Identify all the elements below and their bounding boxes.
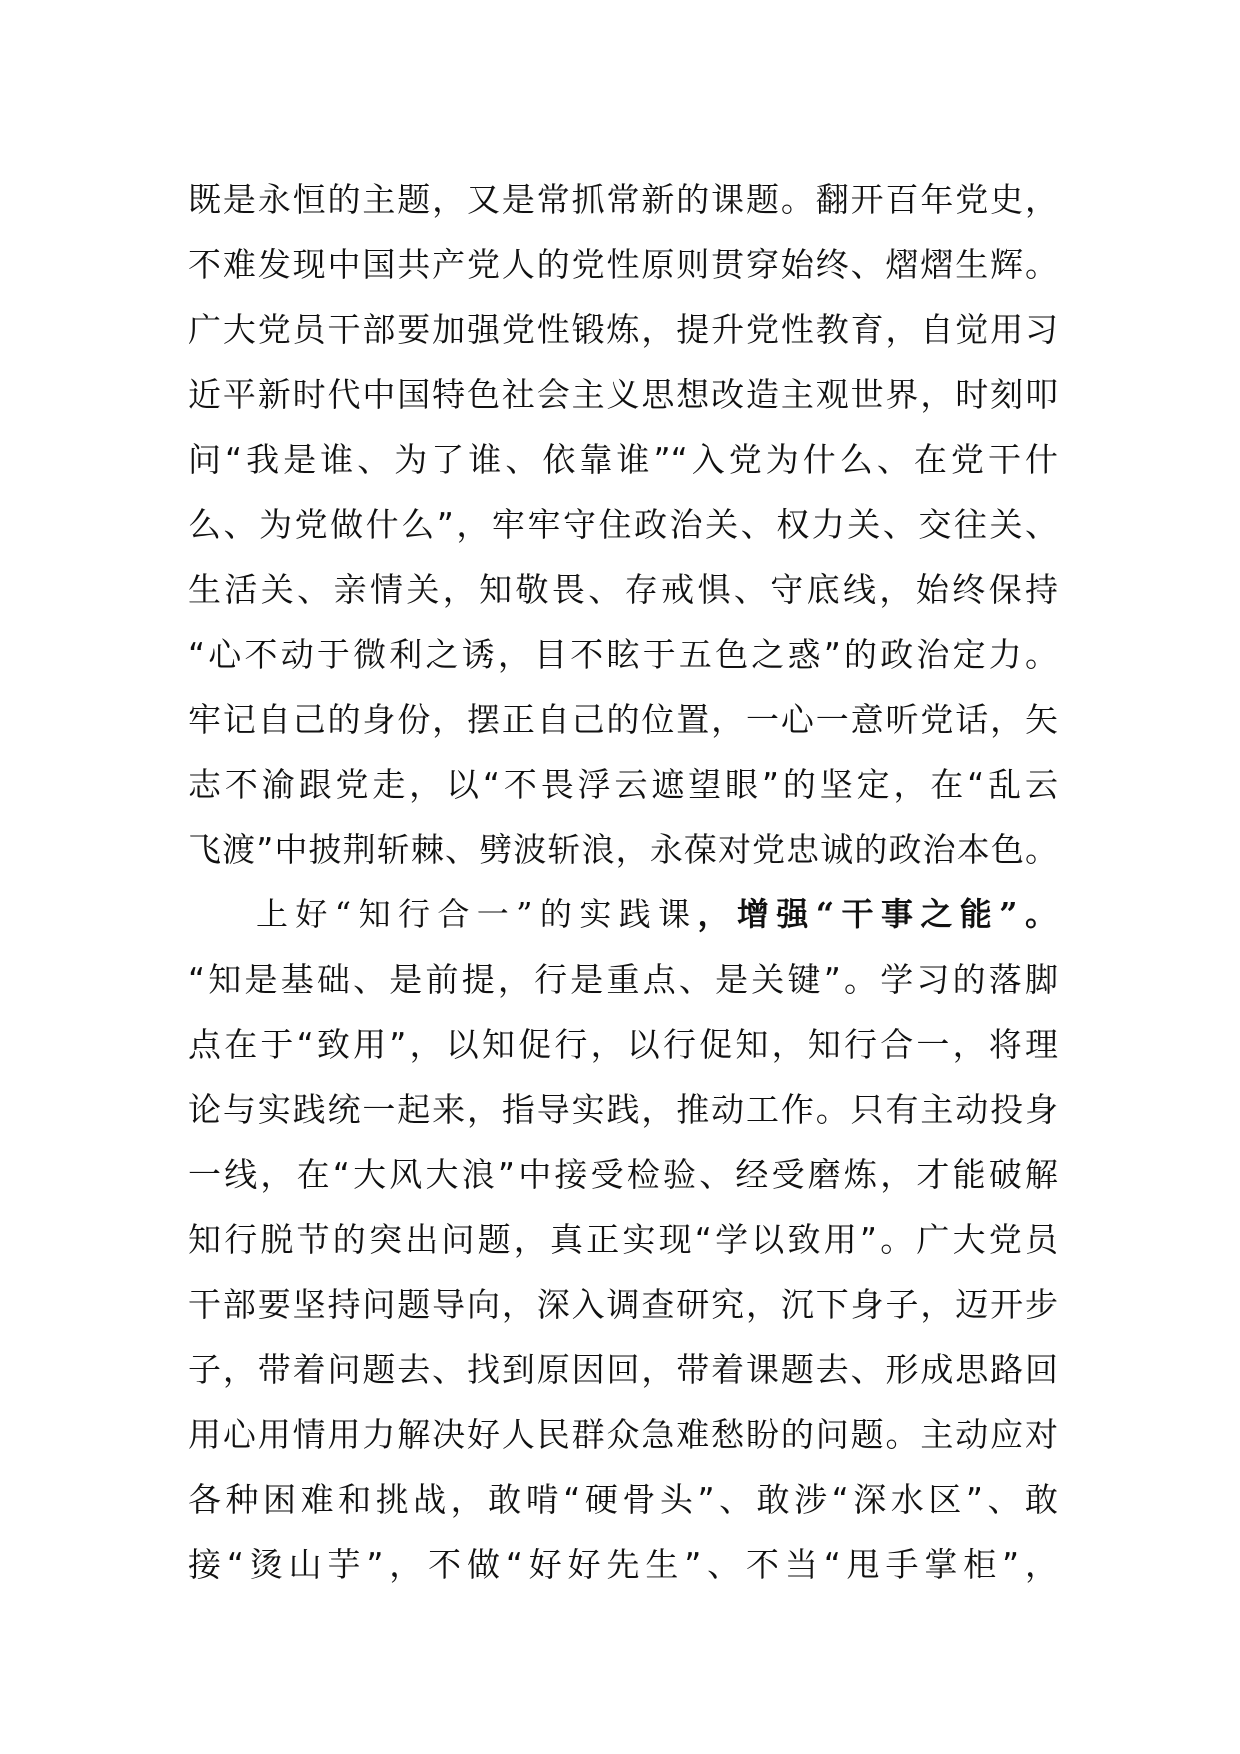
heading-subtitle: ，增强“干事之能”。 bbox=[697, 895, 1058, 933]
text-line: 既是永恒的主题，又是常抓常新的课题。翻开百年党史， bbox=[188, 180, 1058, 219]
text-line: 志不渝跟党走，以“不畏浮云遮望眼”的坚定，在“乱云 bbox=[188, 765, 1058, 804]
text-line: 子，带着问题去、找到原因回，带着课题去、形成思路回 bbox=[188, 1350, 1058, 1389]
text-line: 牢记自己的身份，摆正自己的位置，一心一意听党话，矢 bbox=[188, 700, 1058, 739]
text-line: 飞渡”中披荆斩棘、劈波斩浪，永葆对党忠诚的政治本色。 bbox=[188, 830, 1058, 869]
text-line: 近平新时代中国特色社会主义思想改造主观世界，时刻叩 bbox=[188, 375, 1058, 414]
section-heading bbox=[188, 882, 1058, 947]
text-line: 接“烫山芋”，不做“好好先生”、不当“甩手掌柜”， bbox=[188, 1545, 1058, 1584]
text-line: 不难发现中国共产党人的党性原则贯穿始终、熠熠生辉。 bbox=[188, 245, 1058, 284]
text-line: “心不动于微利之诱，目不眩于五色之惑”的政治定力。 bbox=[188, 635, 1058, 674]
heading-title: 上好“知行合一”的实践课 bbox=[256, 895, 698, 933]
text-line: 一线，在“大风大浪”中接受检验、经受磨炼，才能破解 bbox=[188, 1155, 1058, 1194]
text-line: 问“我是谁、为了谁、依靠谁”“入党为什么、在党干什 bbox=[188, 440, 1058, 479]
text-line: “知是基础、是前提，行是重点、是关键”。学习的落脚 bbox=[188, 960, 1058, 999]
text-line: 知行脱节的突出问题，真正实现“学以致用”。广大党员 bbox=[188, 1220, 1058, 1259]
body-text bbox=[188, 167, 1058, 1597]
text-line: 用心用情用力解决好人民群众急难愁盼的问题。主动应对 bbox=[188, 1415, 1058, 1454]
text-line: 各种困难和挑战，敢啃“硬骨头”、敢涉“深水区”、敢 bbox=[188, 1480, 1058, 1519]
text-line: 么、为党做什么”，牢牢守住政治关、权力关、交往关、 bbox=[188, 505, 1058, 544]
text-line: 论与实践统一起来，指导实践，推动工作。只有主动投身 bbox=[188, 1090, 1058, 1129]
text-line: 广大党员干部要加强党性锻炼，提升党性教育，自觉用习 bbox=[188, 310, 1058, 349]
text-line: 干部要坚持问题导向，深入调查研究，沉下身子，迈开步 bbox=[188, 1285, 1058, 1324]
text-line: 点在于“致用”，以知促行，以行促知，知行合一，将理 bbox=[188, 1025, 1058, 1064]
text-line: 生活关、亲情关，知敬畏、存戒惧、守底线，始终保持 bbox=[188, 570, 1058, 609]
